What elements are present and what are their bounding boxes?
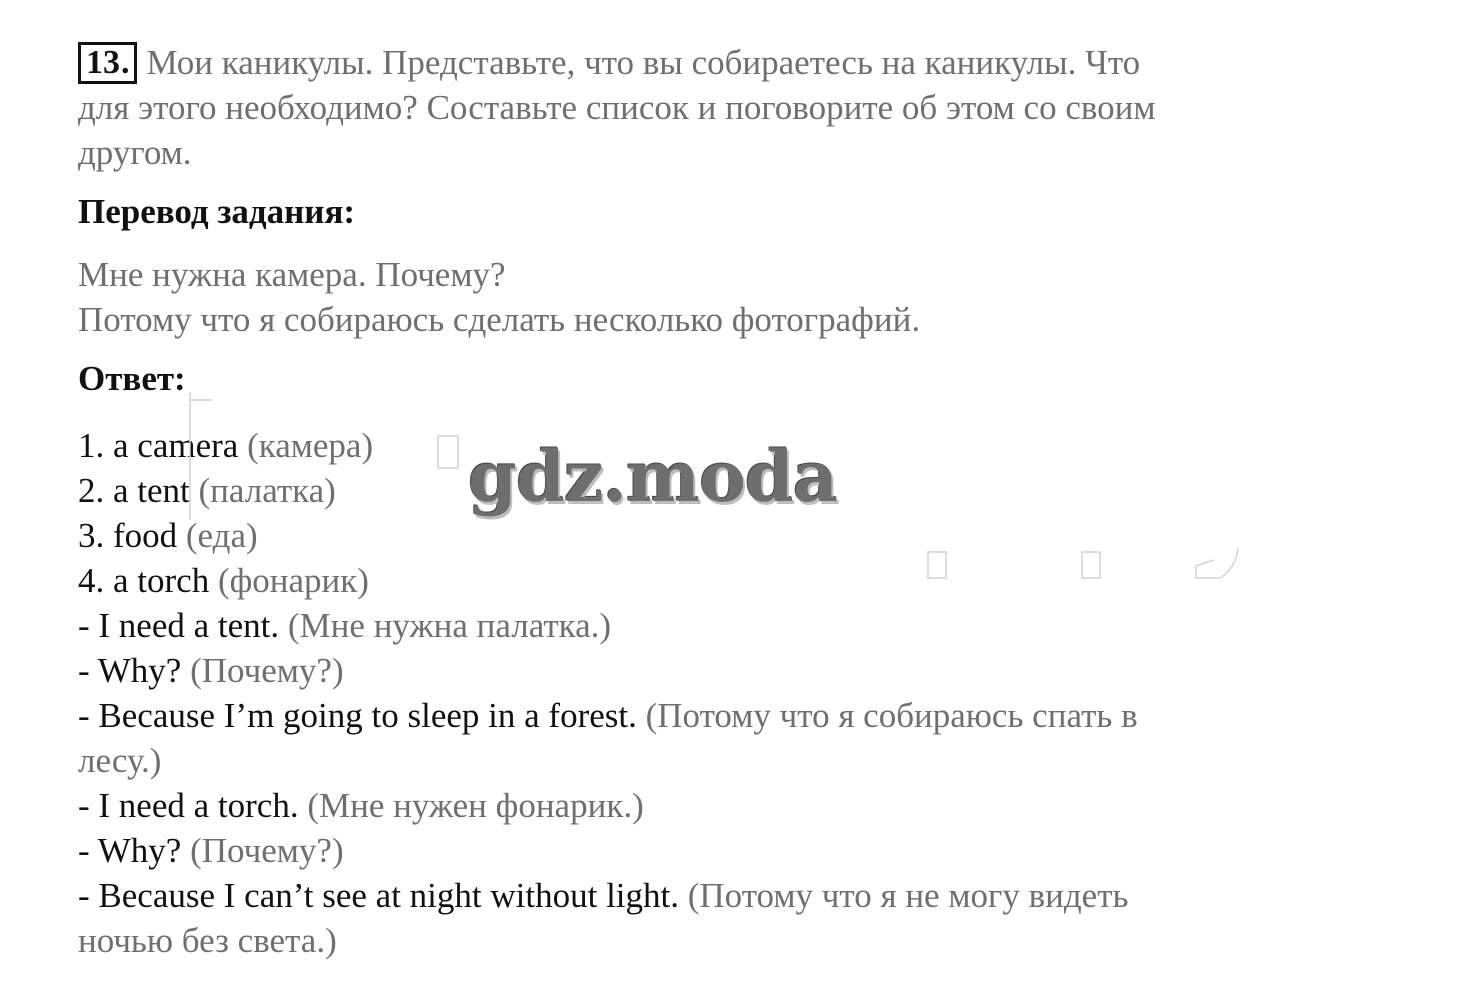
answer-heading: Ответ: — [78, 359, 186, 398]
answer-russian: (Потому что я собираюсь спать в — [645, 696, 1138, 735]
answer-russian: лесу.) — [78, 741, 162, 780]
answer-english: - Why? — [78, 831, 182, 870]
answer-russian: (фонарик) — [217, 561, 369, 600]
answer-english: 3. food — [78, 516, 178, 555]
answer-english: 2. a tent — [78, 471, 190, 510]
answer-russian: (еда) — [185, 516, 258, 555]
translation-line-2: Потому что я собираюсь сделать несколько фотографий. — [78, 300, 921, 339]
answer-line — [78, 648, 1338, 693]
answer-english: - Because I can’t see at night without light. — [78, 876, 679, 915]
answer-russian: (Мне нужна палатка.) — [287, 606, 612, 645]
task-line-2: для этого необходимо? Составьте список и поговорите об этом со своим — [78, 88, 1156, 127]
answer-line — [78, 738, 1338, 783]
task-statement — [78, 40, 1338, 175]
answer-line — [78, 693, 1338, 738]
answer-line — [78, 873, 1338, 918]
answer-russian: (Почему?) — [190, 651, 344, 690]
answer-english: - I need a torch. — [78, 786, 299, 825]
answer-english: 1. a camera — [78, 426, 239, 465]
answer-russian: (палатка) — [198, 471, 336, 510]
answer-line — [78, 558, 1338, 603]
answer-russian: (Почему?) — [190, 831, 344, 870]
answer-english: - Because I’m going to sleep in a forest. — [78, 696, 637, 735]
answer-english: 4. a torch — [78, 561, 210, 600]
translation-line-1: Мне нужна камера. Почему? — [78, 255, 506, 294]
answer-line — [78, 828, 1338, 873]
answer-russian: ночью без света.) — [78, 921, 337, 960]
answer-russian: (камера) — [247, 426, 374, 465]
task-text-line: Мои каникулы. Представьте, что вы собираетесь на каникулы. Что — [146, 43, 1141, 82]
answer-line — [78, 603, 1338, 648]
answer-line — [78, 783, 1338, 828]
site-watermark: gdz.moda — [468, 435, 838, 518]
answer-russian: (Потому что я не могу видеть — [687, 876, 1129, 915]
task-line-3: другом. — [78, 133, 192, 172]
translation-text — [78, 252, 1338, 342]
task-number-box — [78, 42, 137, 84]
task-number-suffix: . — [121, 44, 130, 81]
task-line-1 — [78, 40, 1338, 85]
task-number: 13 — [86, 44, 120, 81]
translation-heading: Перевод задания: — [78, 192, 356, 231]
answer-russian: (Мне нужен фонарик.) — [307, 786, 644, 825]
answer-english: - I need a tent. — [78, 606, 280, 645]
answer-english: - Why? — [78, 651, 182, 690]
answer-line — [78, 918, 1338, 963]
